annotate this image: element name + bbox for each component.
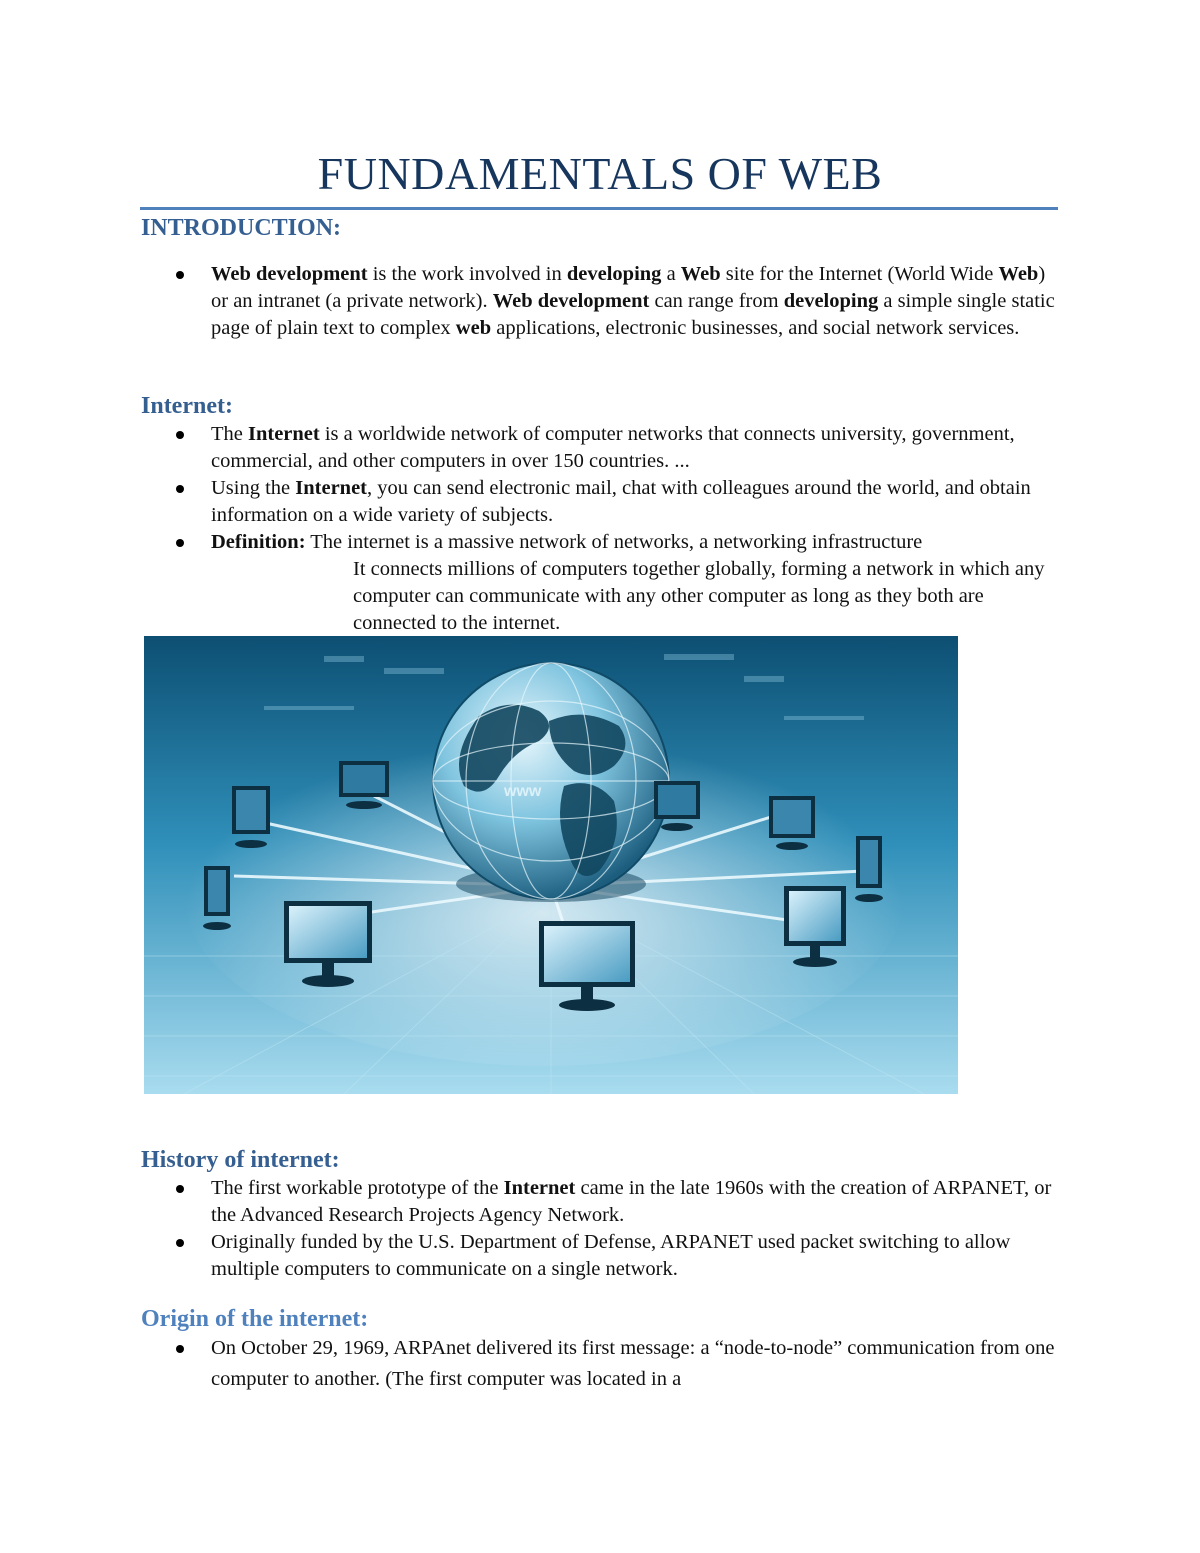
- list-item: Originally funded by the U.S. Department of Defense, ARPANET used packet switching to allow multiple computers to communicate on a single network.: [0, 1229, 1061, 1283]
- document-title: FUNDAMENTALS OF WEB: [317, 148, 883, 199]
- bullet-icon: [176, 1239, 184, 1247]
- internet-list: [0, 421, 1061, 637]
- globe-www-label: www: [504, 783, 542, 800]
- introduction-list: [0, 261, 1061, 342]
- history-list: [0, 1175, 1061, 1283]
- list-item: Using the Internet, you can send electronic mail, chat with colleagues around the world, and obtain information on a wide variety of subjects.: [0, 475, 1061, 529]
- list-item: Definition: The internet is a massive network of networks, a networking infrastructure It connects millions of computers together globally, forming a network in which any computer can communicate with any other computer as long as they both are connected to the internet.: [0, 529, 1061, 637]
- heading-internet: Internet:: [141, 393, 233, 419]
- definition-continuation: It connects millions of computers together globally, forming a network in which any computer can communicate with any other computer as long as they both are connected to the internet.: [353, 558, 1045, 634]
- heading-introduction: INTRODUCTION:: [141, 215, 342, 241]
- bullet-icon: [176, 1345, 184, 1353]
- heading-origin: Origin of the internet:: [141, 1306, 369, 1332]
- list-item: The Internet is a worldwide network of computer networks that connects university, government, commercial, and other computers in over 150 countries. ...: [0, 421, 1061, 475]
- bullet-icon: [176, 431, 184, 439]
- list-item: On October 29, 1969, ARPAnet delivered its first message: a “node-to-node” communication from one computer to another. (The first computer was located in a: [0, 1333, 1061, 1395]
- list-item: Web development is the work involved in developing a Web site for the Internet (World Wide Web) or an intranet (a private network). Web development can range from developing a simple single static page of plain text to complex web applications, electronic businesses, and social network services.: [0, 261, 1061, 342]
- bullet-icon: [176, 485, 184, 493]
- heading-history: History of internet:: [141, 1147, 340, 1173]
- bullet-icon: [176, 271, 184, 279]
- title-underline: [140, 207, 1058, 210]
- network-globe-image: [144, 636, 958, 1094]
- bullet-icon: [176, 1185, 184, 1193]
- origin-list: [0, 1333, 1061, 1395]
- list-item: The first workable prototype of the Internet came in the late 1960s with the creation of ARPANET, or the Advanced Research Projects Agency Network.: [0, 1175, 1061, 1229]
- bullet-icon: [176, 539, 184, 547]
